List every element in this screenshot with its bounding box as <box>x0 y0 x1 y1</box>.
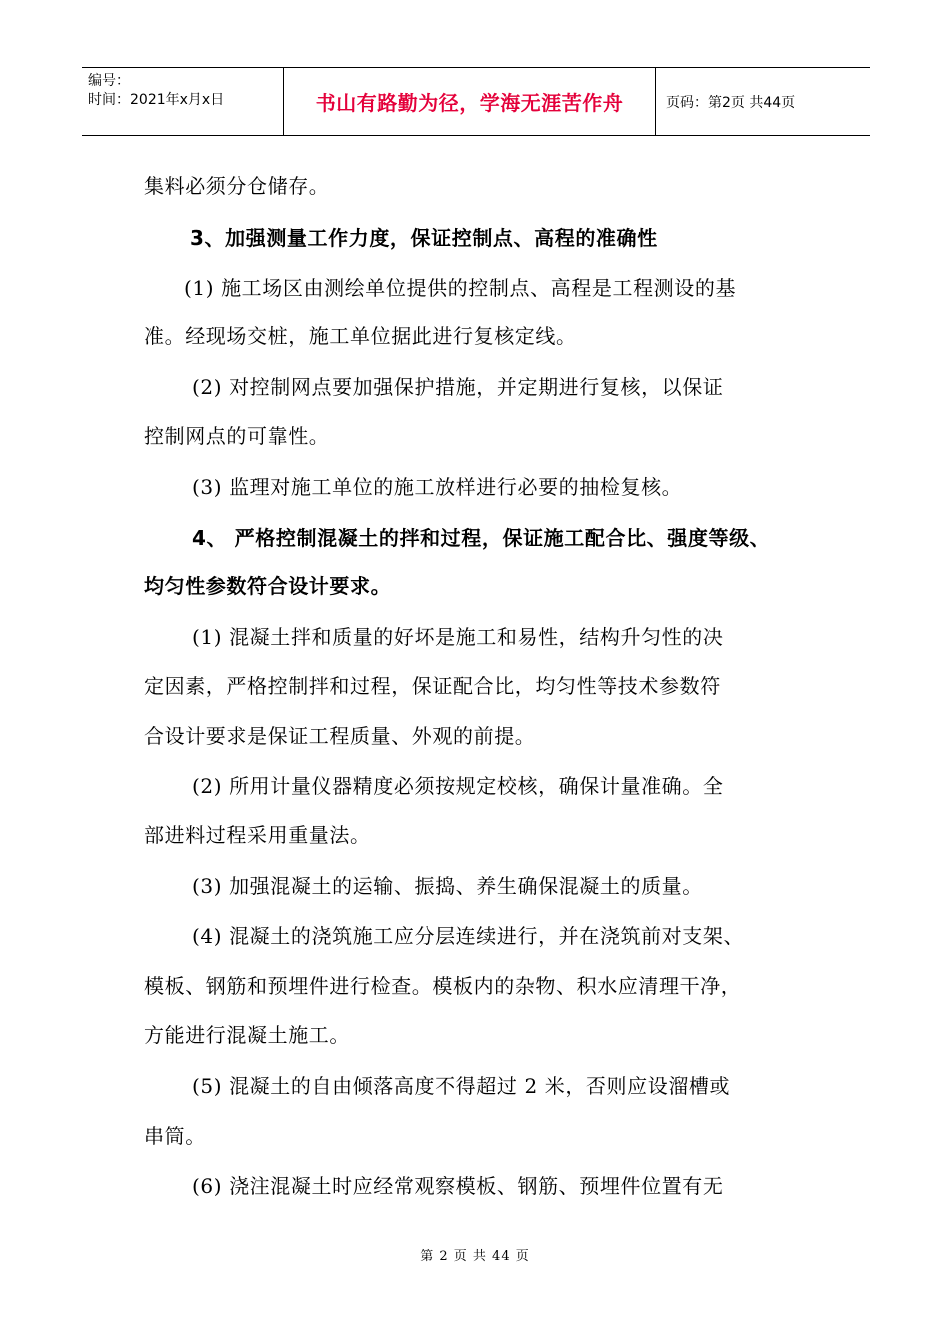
header-meta <box>82 68 284 135</box>
text-line: (4) 混凝土的浇筑施工应分层连续进行，并在浇筑前对支架、 <box>192 924 745 948</box>
section-heading-3: 3、加强测量工作力度，保证控制点、高程的准确性 <box>190 226 658 250</box>
page-header <box>82 67 870 136</box>
text-line: 准。经现场交桩，施工单位据此进行复核定线。 <box>144 324 577 348</box>
text-line: 串筒。 <box>144 1124 206 1148</box>
text-line: (5) 混凝土的自由倾落高度不得超过 2 米，否则应设溜槽或 <box>192 1074 731 1098</box>
section-heading-4-cont: 均匀性参数符合设计要求。 <box>144 574 392 598</box>
text-line: 定因素，严格控制拌和过程，保证配合比，均匀性等技术参数符 <box>144 674 721 698</box>
header-page-info: 页码：第2页 共44页 <box>666 94 796 111</box>
text-line: (3) 加强混凝土的运输、振捣、养生确保混凝土的质量。 <box>192 874 703 898</box>
text-line: 集料必须分仓储存。 <box>144 174 330 198</box>
text-line: (2) 所用计量仪器精度必须按规定校核，确保计量准确。全 <box>192 774 724 798</box>
section-heading-4: 4、 严格控制混凝土的拌和过程，保证施工配合比、强度等级、 <box>192 526 771 550</box>
text-line: (1) 施工场区由测绘单位提供的控制点、高程是工程测设的基 <box>184 276 737 300</box>
number-label: 编号： <box>88 73 130 89</box>
date-label: 时间：2021年x月x日 <box>88 92 225 108</box>
text-line: (3) 监理对施工单位的施工放样进行必要的抽检复核。 <box>192 475 683 499</box>
text-line: (6) 浇注混凝土时应经常观察模板、钢筋、预埋件位置有无 <box>192 1174 724 1198</box>
text-line: 合设计要求是保证工程质量、外观的前提。 <box>144 724 536 748</box>
page-footer: 第 2 页 共 44 页 <box>420 1249 530 1264</box>
header-motto: 书山有路勤为径，学海无涯苦作舟 <box>284 68 656 135</box>
text-line: (1) 混凝土拌和质量的好坏是施工和易性，结构升匀性的决 <box>192 625 724 649</box>
text-line: 部进料过程采用重量法。 <box>144 823 371 847</box>
text-line: 控制网点的可靠性。 <box>144 424 330 448</box>
text-line: 方能进行混凝土施工。 <box>144 1023 350 1047</box>
text-line: 模板、钢筋和预埋件进行检查。模板内的杂物、积水应清理干净， <box>144 974 742 998</box>
text-line: (2) 对控制网点要加强保护措施，并定期进行复核，以保证 <box>192 375 724 399</box>
